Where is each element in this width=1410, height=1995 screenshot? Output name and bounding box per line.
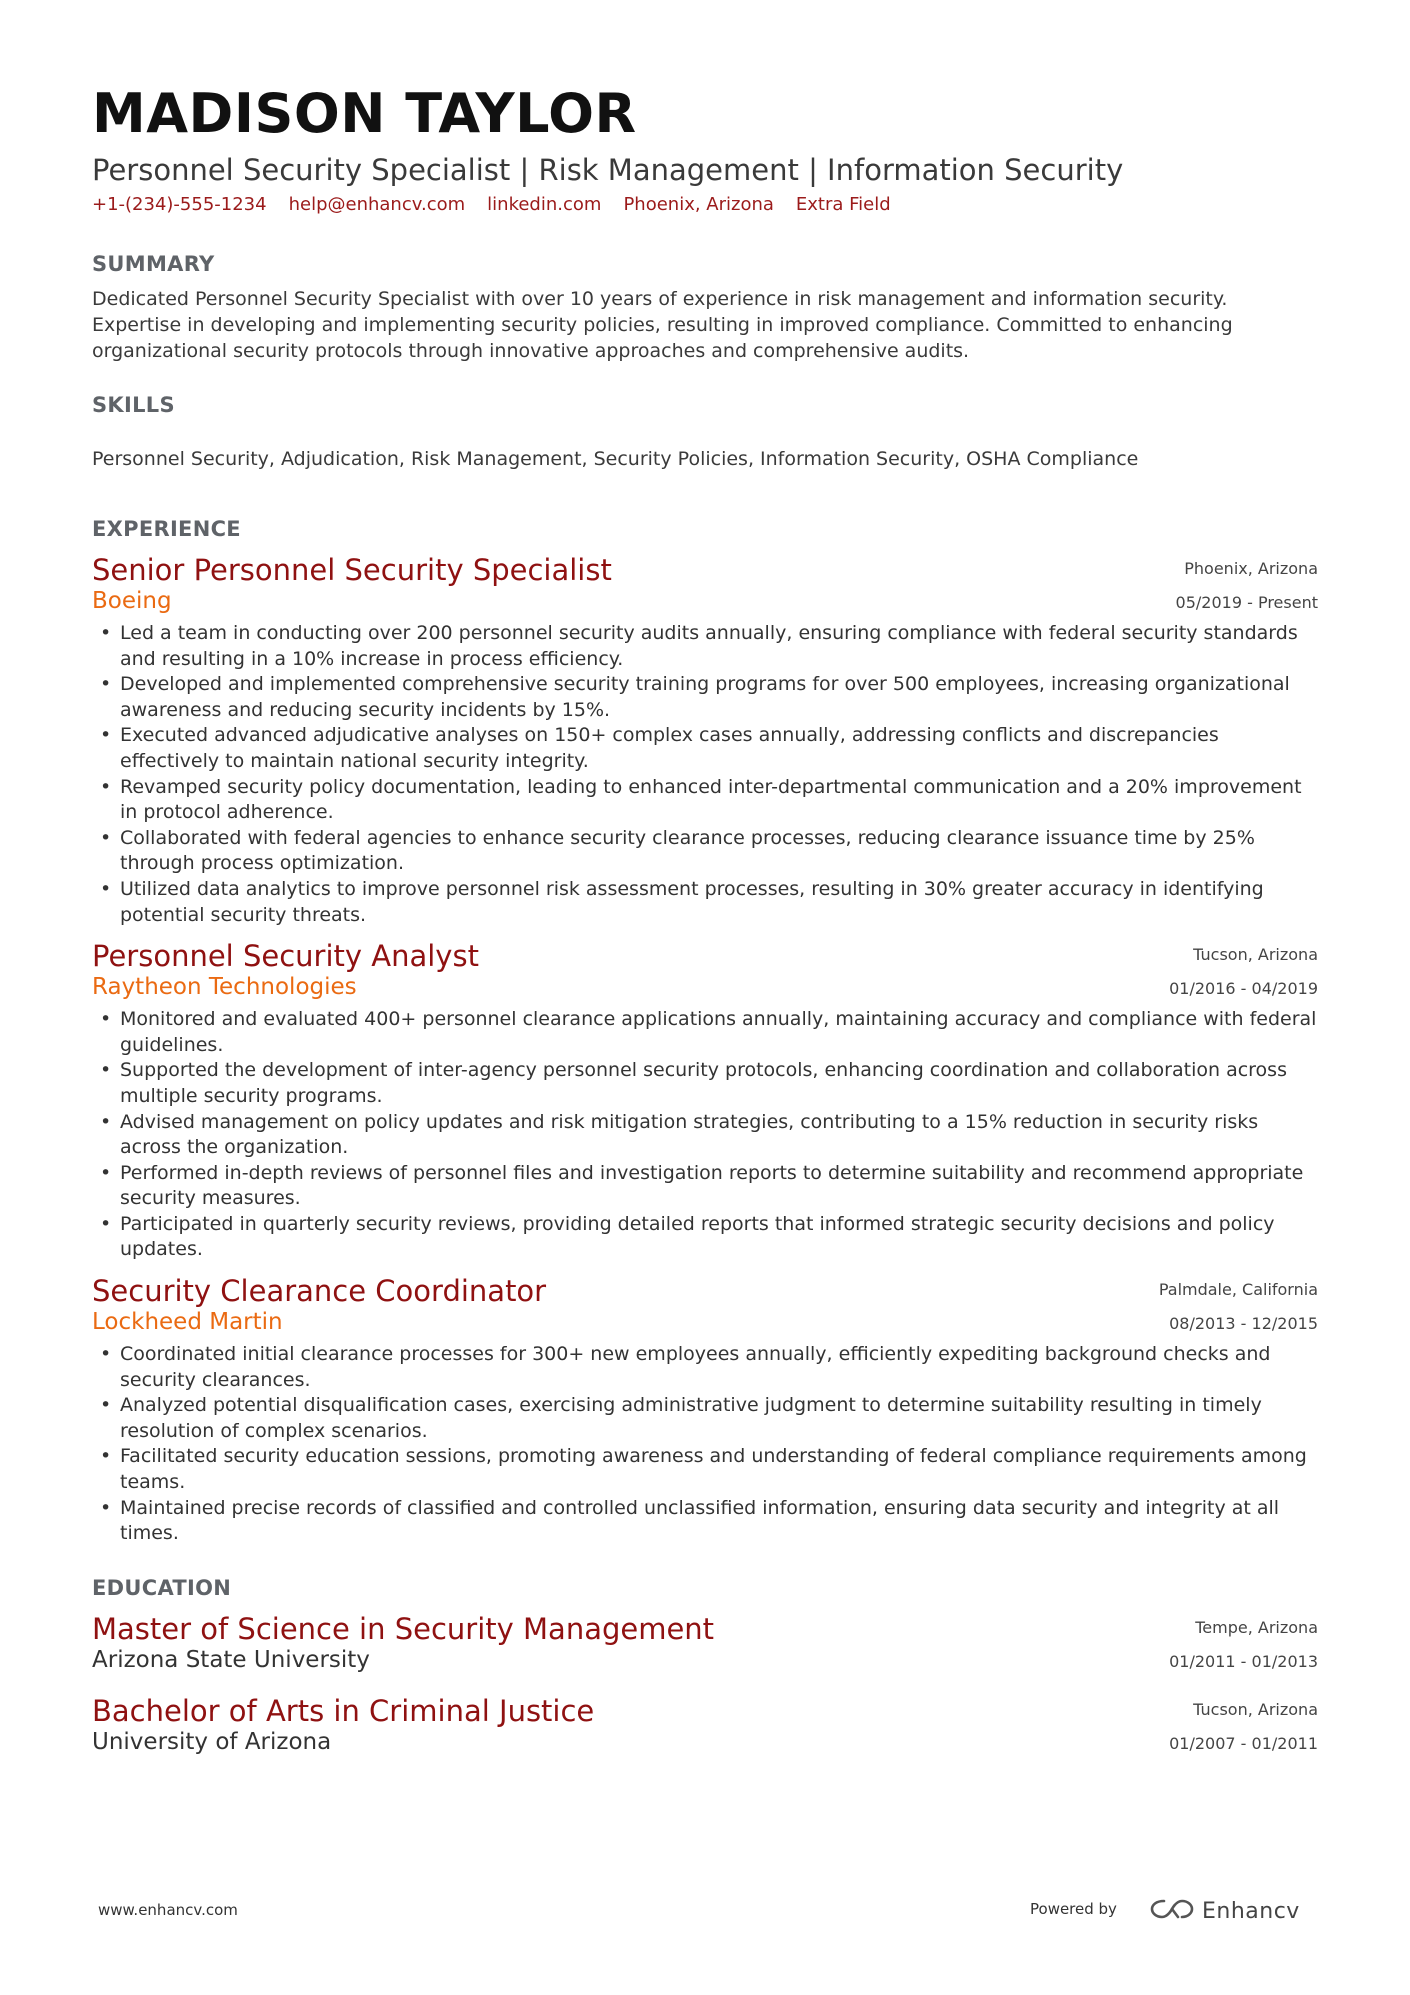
brand-name: Enhancv [1202,1898,1300,1924]
entry-meta [1176,552,1318,620]
list-item: • Coordinated initial clearance processes for 300+ new employees annually, efficiently expediting background checks and security clearances. [92,1342,1322,1393]
education-entry [92,1693,1318,1761]
job-location: Tucson, Arizona [1193,945,1318,965]
degree-title: Bachelor of Arts in Criminal Justice [92,1693,595,1728]
achievement-list [92,1342,1318,1547]
entry-header [92,1611,1318,1679]
education-location: Tempe, Arizona [1195,1617,1318,1637]
section-title-experience: EXPERIENCE [92,517,241,541]
section-title-education: EDUCATION [92,1575,232,1600]
entry-title-group [92,1611,714,1676]
entry-title-group [92,552,612,617]
list-item: • Advised management on policy updates and risk mitigation strategies, contributing to a 15% reduction in security risks across the organization. [92,1110,1322,1161]
powered-by-label: Powered by [1030,1900,1117,1918]
education-dates: 01/2011 - 01/2013 [1169,1651,1318,1671]
job-dates: 05/2019 - Present [1175,593,1318,612]
list-item: • Facilitated security education sessions, promoting awareness and understanding of federal compliance requirements among teams. [92,1444,1322,1495]
achievement-list [92,1007,1318,1263]
entry-header [92,1273,1318,1341]
school-name: Arizona State University [92,1646,370,1673]
skills-text: Personnel Security, Adjudication, Risk Management, Security Policies, Information Security, OSHA Compliance [92,448,1139,470]
contact-extra-field: Extra Field [795,194,891,215]
entry-header [92,552,1318,620]
contact-list [92,192,1318,218]
page-footer [0,1897,1410,1927]
candidate-name: MADISON TAYLOR [92,82,637,145]
entry-meta [1159,1273,1318,1341]
list-item: • Performed in-depth reviews of personnel files and investigation reports to determine suitability and recommend appropriate security measures. [92,1161,1322,1212]
achievement-list [92,621,1318,928]
list-item: • Analyzed potential disqualification cases, exercising administrative judgment to determine suitability resulting in timely resolution of complex scenarios. [92,1393,1322,1444]
list-item: • Revamped security policy documentation, leading to enhanced inter-departmental communication and a 20% improvement in protocol adherence. [92,775,1322,826]
list-item: • Participated in quarterly security reviews, providing detailed reports that informed strategic security decisions and policy updates. [92,1212,1322,1263]
entry-meta [1169,1693,1318,1761]
company-name: Lockheed Martin [92,1309,283,1336]
list-item: • Developed and implemented comprehensive security training programs for over 500 employees, increasing organizational awareness and reducing security incidents by 15%. [92,672,1322,723]
list-item: • Maintained precise records of classified and controlled unclassified information, ensuring data security and integrity at all times. [92,1496,1322,1547]
experience-entry [92,1273,1318,1547]
job-location: Phoenix, Arizona [1184,559,1318,578]
entry-meta [1169,938,1318,1006]
education-dates: 01/2007 - 01/2011 [1169,1733,1318,1753]
section-title-skills: SKILLS [92,393,175,417]
job-title: Personnel Security Analyst [92,939,479,974]
degree-title: Master of Science in Security Management [92,1611,715,1646]
entry-header [92,1693,1318,1761]
job-dates: 01/2016 - 04/2019 [1169,979,1318,999]
company-name: Raytheon Technologies [92,974,357,1001]
list-item: • Monitored and evaluated 400+ personnel clearance applications annually, maintaining accuracy and compliance with federal guidelines. [92,1007,1322,1058]
school-name: University of Arizona [92,1728,332,1755]
list-item: • Led a team in conducting over 200 personnel security audits annually, ensuring compliance with federal security standards and resulting in a 10% increase in process efficiency. [92,621,1322,672]
footer-url[interactable]: www.enhancv.com [98,1901,238,1919]
contact-phone[interactable]: +1-(234)-555-1234 [92,194,267,215]
education-location: Tucson, Arizona [1193,1699,1318,1719]
experience-entry [92,552,1318,928]
company-name: Boeing [92,588,172,614]
brand-logo[interactable] [1148,1895,1300,1927]
contact-linkedin[interactable]: linkedin.com [487,194,602,215]
entry-title-group [92,1273,546,1338]
job-dates: 08/2013 - 12/2015 [1169,1314,1318,1334]
entry-meta [1169,1611,1318,1679]
list-item: • Executed advanced adjudicative analyses on 150+ complex cases annually, addressing conflicts and discrepancies effectively to maintain national security integrity. [92,723,1322,774]
job-title: Security Clearance Coordinator [92,1274,547,1309]
entry-title-group [92,938,479,1003]
list-item: • Collaborated with federal agencies to enhance security clearance processes, reducing clearance issuance time by 25% through process optimization. [92,826,1322,877]
entry-header [92,938,1318,1006]
experience-entry [92,938,1318,1263]
section-title-summary: SUMMARY [92,252,215,276]
enhancv-logo-icon [1148,1895,1196,1927]
list-item: • Supported the development of inter-agency personnel security protocols, enhancing coordination and collaboration across multiple security programs. [92,1058,1322,1109]
education-entry [92,1611,1318,1679]
contact-location: Phoenix, Arizona [623,194,774,215]
headline: Personnel Security Specialist | Risk Management | Information Security [92,153,1124,187]
summary-text: Dedicated Personnel Security Specialist with over 10 years of experience in risk management and information security. Expertise in developing and implementing security policies, resulting in improved compliance. Committed to enhancing organizational security protocols through innovative approaches and comprehensive audits. [92,288,1233,362]
list-item: • Utilized data analytics to improve personnel risk assessment processes, resulting in 30% greater accuracy in identifying potential security threats. [92,877,1322,928]
job-title: Senior Personnel Security Specialist [92,553,612,587]
entry-title-group [92,1693,594,1758]
job-location: Palmdale, California [1158,1280,1318,1300]
contact-email[interactable]: help@enhancv.com [288,194,466,215]
